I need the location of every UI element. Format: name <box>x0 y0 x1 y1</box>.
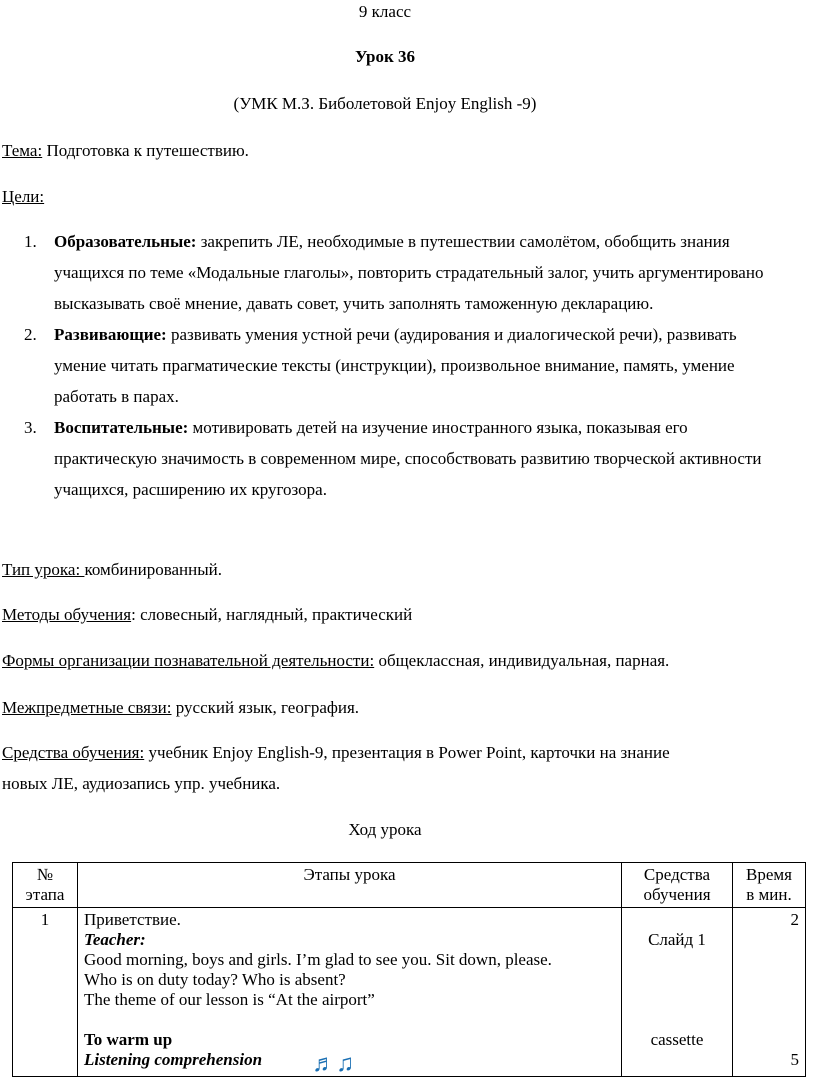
textbook-heading: (УМК М.З. Биболетовой Enjoy English -9) <box>233 94 537 113</box>
goal-number: 1. <box>24 232 37 251</box>
listening-line <box>84 1050 615 1077</box>
goal-text: мотивировать детей на изучение иностранного языка, показывая его практическую значимость в современном мире, способствовать развитию творческой активности учащихся, расширению их кругозора. <box>54 418 762 499</box>
lesson-type-line <box>2 560 222 580</box>
grade-heading: 9 класс <box>358 2 412 21</box>
forms-label: Формы организации познавательной деятельности: <box>2 651 375 670</box>
topic-label: Тема: <box>2 141 43 160</box>
time-listening: 5 <box>790 1050 799 1069</box>
goal-number: 3. <box>24 418 37 437</box>
lesson-heading: Урок 36 <box>354 47 416 66</box>
lesson-type-label: Тип урока: <box>2 560 85 579</box>
stage-time <box>733 908 806 1077</box>
methods-label: Методы обучения <box>2 605 132 624</box>
goal-item <box>24 319 784 412</box>
listening-heading: Listening comprehension <box>84 1050 263 1069</box>
means-line-2: новых ЛЕ, аудиозапись упр. учебника. <box>2 774 281 793</box>
links-value: русский язык, география. <box>171 698 360 717</box>
table-row <box>13 908 806 1077</box>
music-notes-icon: ♬♫ <box>312 1051 355 1077</box>
header-time: Время в мин. <box>733 863 806 908</box>
table-header-row <box>13 863 806 908</box>
methods-value: : словесный, наглядный, практический <box>131 605 413 624</box>
teacher-label: Teacher: <box>84 930 146 949</box>
topic-value: Подготовка к путешествию. <box>42 141 249 160</box>
stage-number: 1 <box>13 908 78 1077</box>
stage-content <box>78 908 622 1077</box>
goal-title: Развивающие: <box>54 325 167 344</box>
means-label: Средства обучения: <box>2 743 145 762</box>
goal-number: 2. <box>24 325 37 344</box>
links-label: Межпредметные связи: <box>2 698 172 717</box>
course-title: Ход урока <box>348 820 422 839</box>
header-stage-number: № этапа <box>13 863 78 908</box>
forms-line <box>2 651 669 671</box>
lesson-table <box>12 862 806 1077</box>
goals-list <box>24 226 784 505</box>
teacher-line-3: The theme of our lesson is “At the airport” <box>84 990 375 1009</box>
means-value: учебник Enjoy English-9, презентация в Power Point, карточки на знание <box>144 743 670 762</box>
topic-line <box>2 141 249 161</box>
goals-label: Цели: <box>2 187 45 206</box>
header-means: Средства обучения <box>622 863 733 908</box>
goal-title: Образовательные: <box>54 232 197 251</box>
goal-text: закрепить ЛЕ, необходимые в путешествии самолётом, обобщить знания учащихся по теме «Модальные глаголы», повторить страдательный залог, учить аргументировано высказывать своё мнение, давать совет, учить заполнять таможенную декларацию. <box>54 232 764 313</box>
warmup-heading: To warm up <box>84 1030 173 1049</box>
teacher-line-1: Good morning, boys and girls. I’m glad to see you. Sit down, please. <box>84 950 552 969</box>
header-stages: Этапы урока <box>78 863 622 908</box>
methods-line <box>2 605 412 625</box>
cassette-label: cassette <box>650 1030 704 1049</box>
goal-text: развивать умения устной речи (аудирования и диалогической речи), развивать умение читать прагматические тексты (инструкции), произвольное внимание, память, умение работать в парах. <box>54 325 737 406</box>
lesson-type-value: комбинированный. <box>84 560 223 579</box>
forms-value: общеклассная, индивидуальная, парная. <box>374 651 670 670</box>
greeting-text: Приветствие. <box>84 910 181 929</box>
goal-item <box>24 412 784 505</box>
goal-item <box>24 226 784 319</box>
teacher-line-2: Who is on duty today? Who is absent? <box>84 970 346 989</box>
links-line <box>2 698 359 718</box>
time-greeting: 2 <box>790 910 799 929</box>
slide-label: Слайд 1 <box>648 930 706 949</box>
stage-means <box>622 908 733 1077</box>
goal-title: Воспитательные: <box>54 418 189 437</box>
means-line <box>2 743 670 763</box>
